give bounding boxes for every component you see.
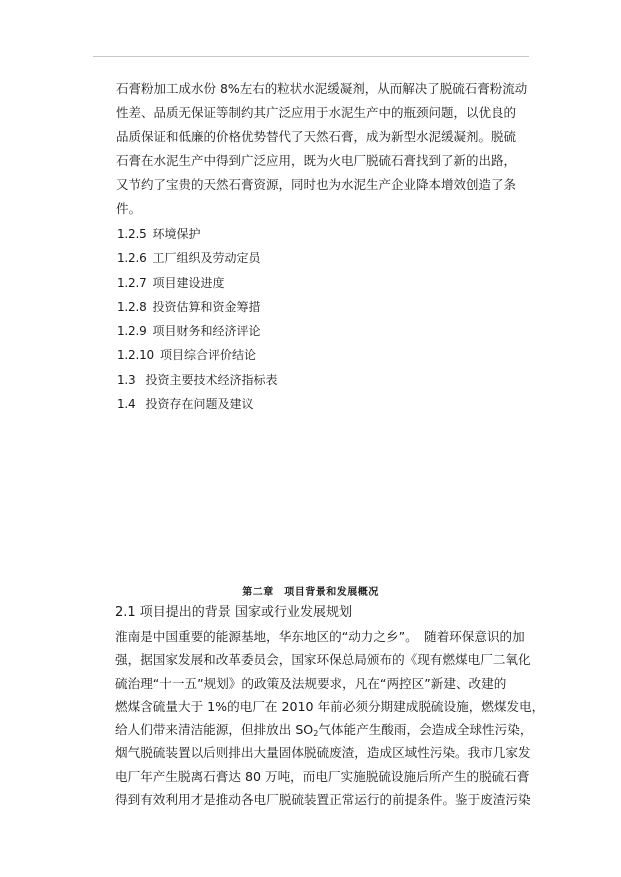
paragraph-line: 得到有效利用才是推动各电厂脱硫装置正常运行的前提条件。鉴于废渣污染	[115, 792, 531, 808]
toc-title: 项目综合评价结论	[159, 348, 256, 363]
toc-item	[117, 368, 437, 392]
paragraph-line: 强，据国家发展和改革委员会，国家环保总局颁布的《现有燃煤电厂二氧化	[115, 652, 531, 668]
toc-item	[117, 319, 437, 343]
toc-item	[117, 246, 437, 270]
toc-item	[117, 271, 437, 295]
line-text: 给人们带来清洁能源，但排放出 SO	[115, 722, 314, 738]
paragraph-line: 淮南是中国重要的能源基地，华东地区的“动力之乡”。 随着环保意识的加	[115, 629, 525, 644]
paragraph-line: 品质保证和低廉的价格优势替代了天然石膏，成为新型水泥缓凝剂。脱硫	[116, 129, 517, 144]
paragraph-line: 烟气脱硫装置以后则排出大量固体脱硫废渣，造成区域性污染。我市几家发	[115, 745, 531, 761]
paragraph-background	[115, 625, 545, 811]
subscript: 2	[313, 729, 319, 739]
toc-item	[117, 295, 437, 319]
paragraph-line: 硫治理“十一五”规划》的政策及法规要求，凡在“两控区”新建、改建的	[115, 675, 507, 691]
toc-number: 1.4	[117, 397, 136, 412]
paragraph-line: 石膏粉加工成水份 8%左右的粒状水泥缓凝剂，从而解决了脱硫石膏粉流动	[116, 81, 528, 96]
section-heading: 2.1 项目提出的背景 国家或行业发展规划	[115, 605, 352, 620]
toc-item	[117, 343, 437, 367]
toc-title: 项目财务和经济评论	[152, 324, 261, 339]
toc-number: 1.3	[117, 372, 136, 387]
toc-item	[117, 222, 437, 246]
paragraph-line: 电厂年产生脱离石膏达 80 万吨，而电厂实施脱硫设施后所产生的脱硫石膏	[115, 768, 530, 784]
toc-number: 1.2.8	[117, 299, 147, 314]
header-rule	[93, 56, 529, 57]
paragraph-line: 又节约了宝贵的天然石膏资源，同时也为水泥生产企业降本增效创造了条	[116, 177, 517, 192]
paragraph-line: 件。	[116, 201, 142, 216]
paragraph-gypsum	[116, 77, 526, 221]
toc-number: 1.2.6	[117, 251, 147, 266]
toc-number: 1.2.7	[117, 275, 147, 290]
toc-number: 1.2.9	[117, 324, 147, 339]
chapter-heading: 第二章 项目背景和发展概况	[242, 587, 379, 598]
toc-list	[117, 222, 437, 416]
toc-title: 投资估算和资金筹措	[152, 299, 261, 314]
paragraph-line: 燃煤含硫量大于 1%的电厂在 2010 年前必须分期建成脱硫设施，燃煤发电，	[115, 698, 545, 714]
toc-title: 环境保护	[152, 227, 201, 241]
toc-title: 项目建设进度	[152, 275, 225, 290]
toc-title: 投资存在问题及建议	[145, 397, 254, 412]
toc-number: 1.2.10	[117, 348, 154, 363]
paragraph-line: 石膏在水泥生产中得到广泛应用，既为火电厂脱硫石膏找到了新的出路，	[116, 153, 517, 168]
paragraph-line	[115, 718, 533, 741]
paragraph-line: 性差、品质无保证等制约其广泛应用于水泥生产中的瓶颈问题，以优良的	[116, 105, 517, 120]
toc-title: 投资主要技术经济指标表	[145, 372, 278, 387]
toc-number: 1.2.5	[117, 227, 147, 241]
line-text: 气体能产生酸雨，会造成全球性污染，	[318, 722, 533, 738]
toc-title: 工厂组织及劳动定员	[152, 251, 261, 266]
toc-item	[117, 392, 437, 416]
